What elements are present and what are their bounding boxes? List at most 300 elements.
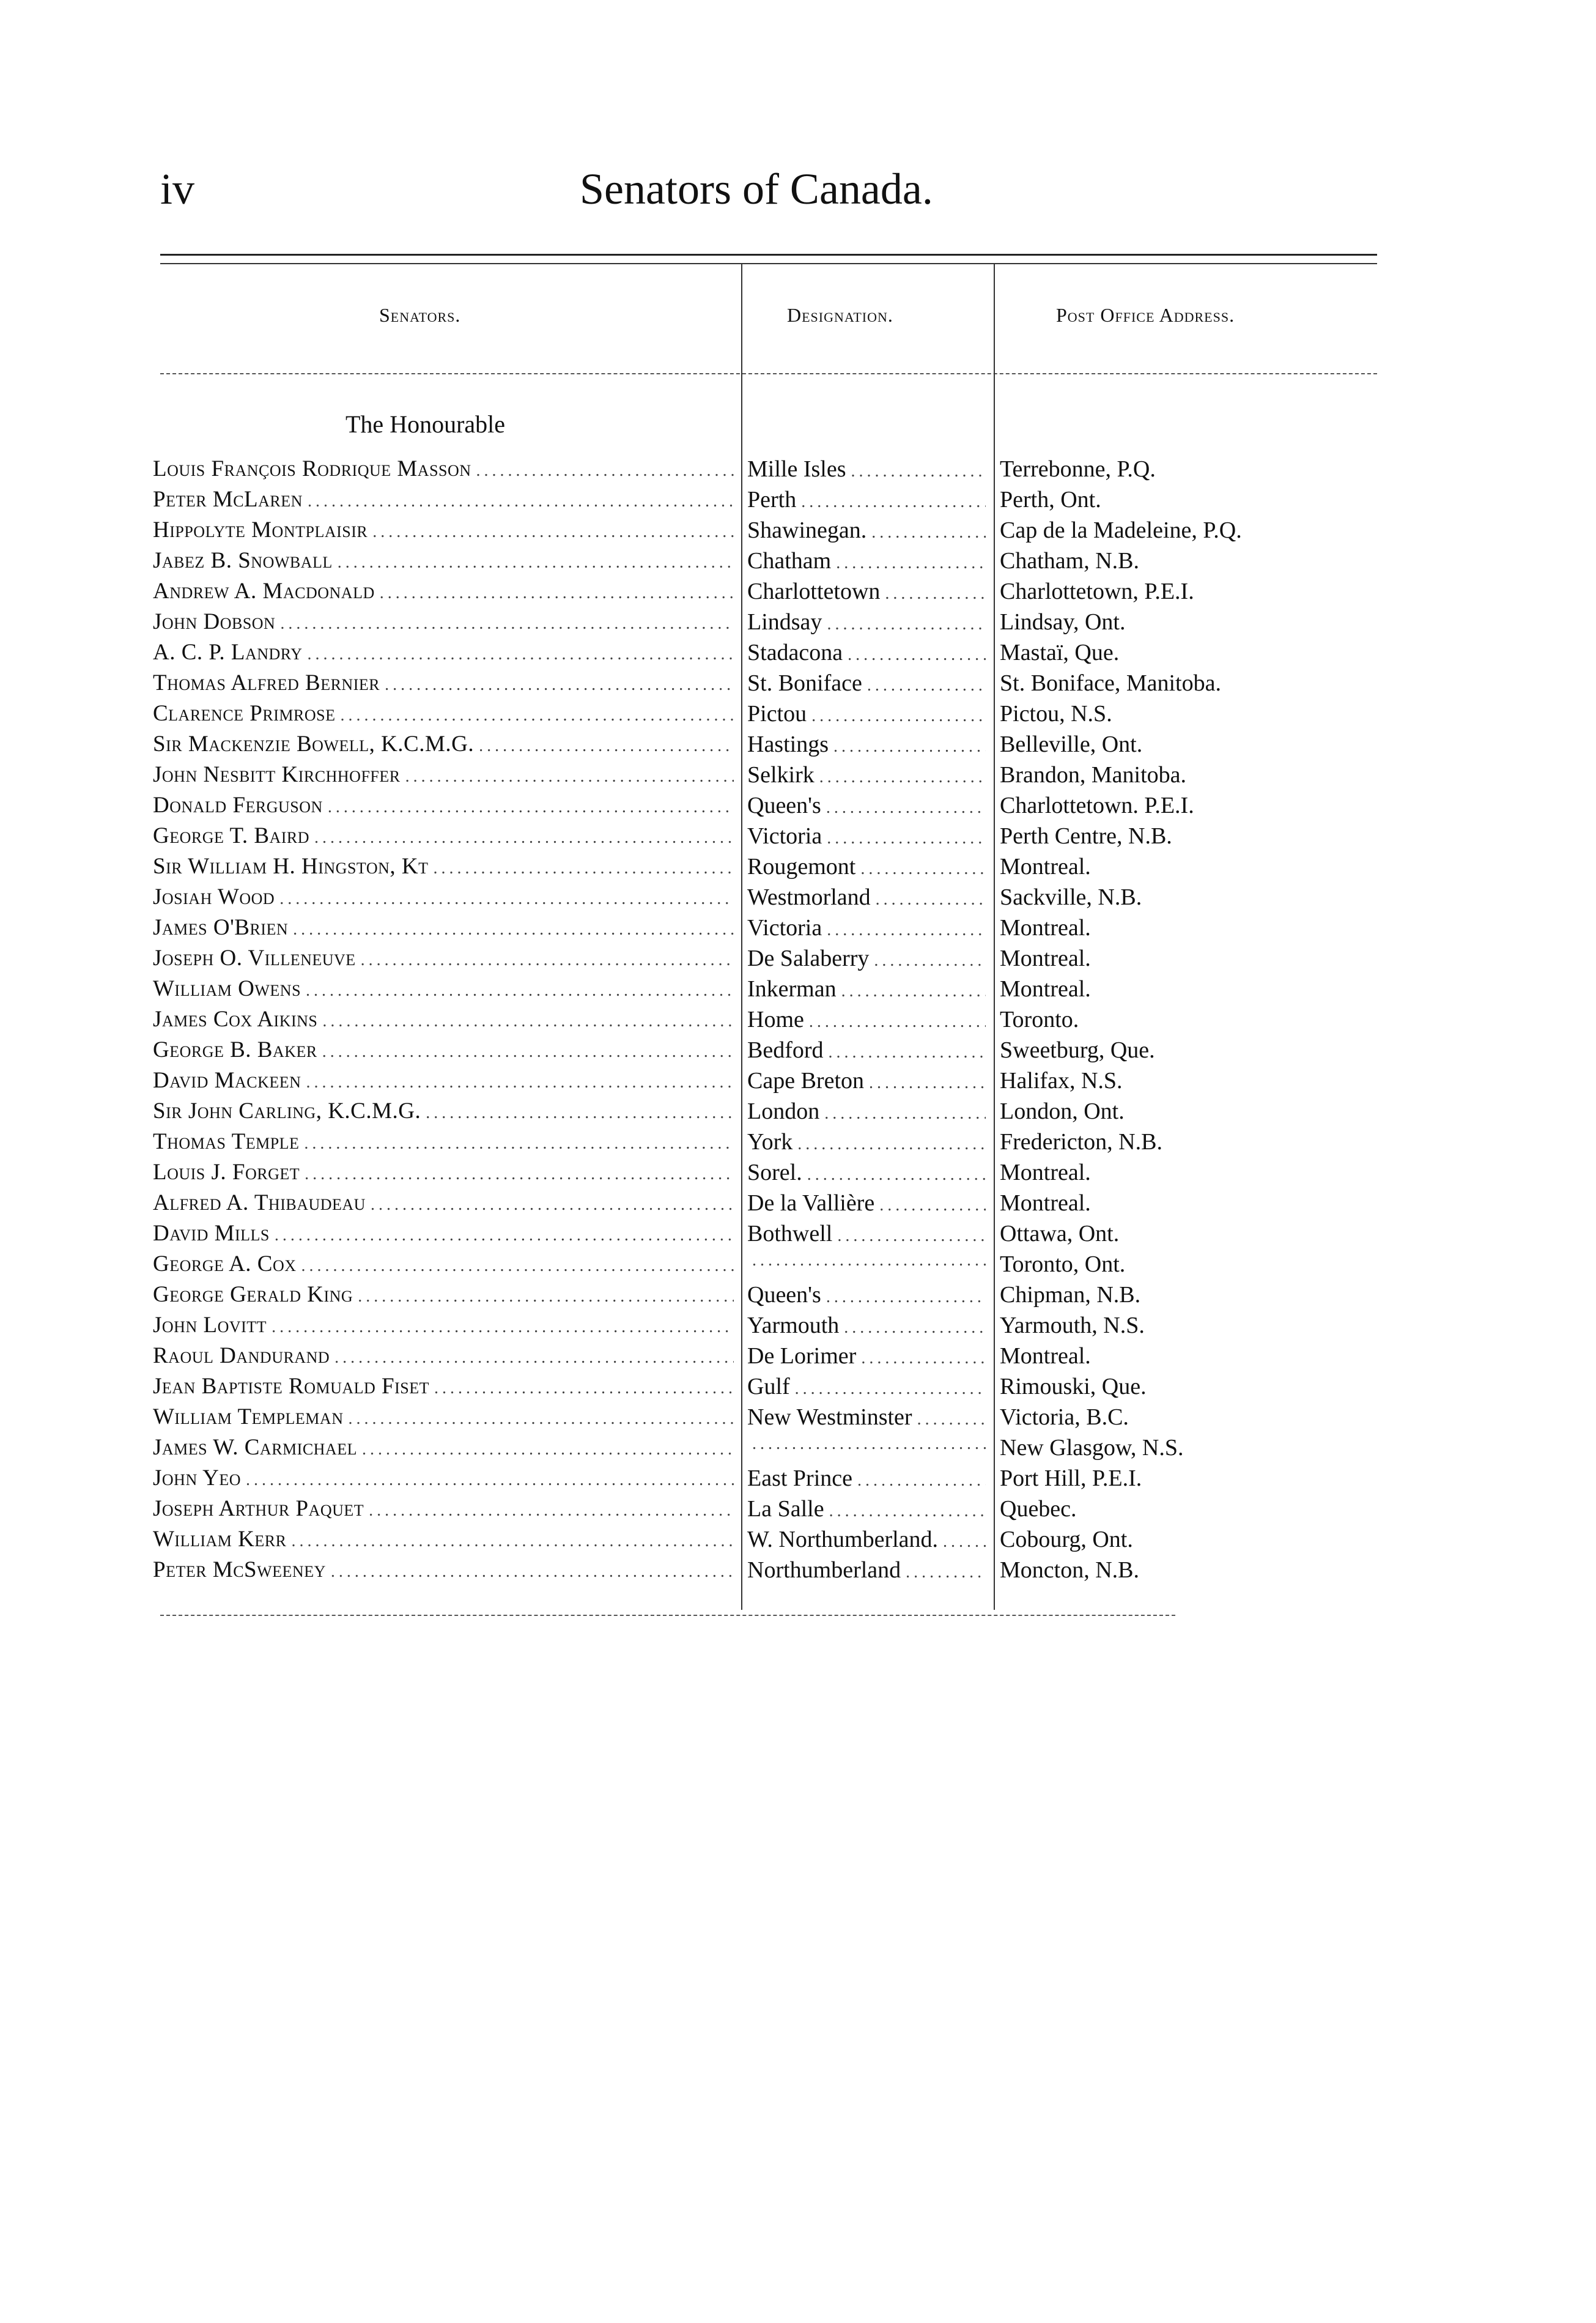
- designation-cell: [747, 761, 986, 788]
- leader-dots: [912, 1410, 986, 1429]
- senator-name-cell: [153, 1465, 734, 1491]
- leader-dots: [474, 736, 734, 756]
- table-row: [0, 792, 1596, 823]
- senator-name: John Lovitt: [153, 1313, 267, 1338]
- leader-dots: [802, 1165, 986, 1185]
- designation-cell: [747, 1434, 986, 1454]
- designation: Charlottetown: [747, 579, 881, 604]
- leader-dots: [270, 1226, 734, 1245]
- leader-dots: [855, 859, 986, 879]
- address: Ottawa, Ont.: [1000, 1221, 1120, 1247]
- table-row: [0, 1557, 1596, 1587]
- senator-name: James Cox Aikins: [153, 1007, 318, 1032]
- designation-cell: [747, 914, 986, 941]
- table-row: [0, 639, 1596, 670]
- leader-dots: [796, 492, 986, 512]
- leader-dots: [303, 645, 734, 664]
- senator-name: Clarence Primrose: [153, 701, 336, 726]
- designation-cell: [747, 456, 986, 483]
- senator-name-cell: [153, 547, 734, 574]
- leader-dots: [901, 1563, 986, 1582]
- page-title: Senators of Canada.: [580, 165, 933, 213]
- senator-name-cell: [153, 456, 734, 482]
- designation-cell: [747, 1098, 986, 1125]
- leader-dots: [301, 981, 734, 1001]
- designation: East Prince: [747, 1465, 853, 1491]
- table-row: [0, 1495, 1596, 1526]
- senator-name: George A. Cox: [153, 1251, 297, 1276]
- table-row: [0, 945, 1596, 976]
- senator-name-cell: [153, 517, 734, 543]
- senator-name-cell: [153, 945, 734, 971]
- designation-cell: [747, 1373, 986, 1400]
- table-row: [0, 1220, 1596, 1251]
- honourable-label: The Honourable: [345, 410, 506, 438]
- table-row: [0, 456, 1596, 486]
- designation: Lindsay: [747, 609, 822, 635]
- top-rule-thin: [160, 263, 1377, 264]
- leader-dots: [821, 1287, 986, 1307]
- address: St. Boniface, Manitoba.: [1000, 670, 1221, 696]
- designation-cell: [747, 1312, 986, 1339]
- address: Sackville, N.B.: [1000, 884, 1142, 910]
- senator-name-cell: [153, 670, 734, 696]
- table-row: [0, 1343, 1596, 1373]
- address: Sweetburg, Que.: [1000, 1037, 1155, 1063]
- designation-cell: [747, 731, 986, 758]
- senator-name: Peter McLaren: [153, 487, 303, 512]
- leader-dots: [831, 554, 986, 573]
- senator-name: David Mackeen: [153, 1068, 301, 1093]
- table-row: [0, 700, 1596, 731]
- designation: Mille Isles: [747, 456, 846, 482]
- senator-name: John Nesbitt Kirchhoffer: [153, 762, 401, 787]
- designation: Queen's: [747, 793, 821, 818]
- leader-dots: [874, 1196, 986, 1215]
- table-row: [0, 609, 1596, 639]
- leader-dots: [869, 951, 986, 971]
- leader-dots: [792, 1135, 986, 1154]
- senator-name: George T. Baird: [153, 823, 310, 848]
- senator-name-cell: [153, 1251, 734, 1277]
- leader-dots: [241, 1470, 734, 1490]
- designation: W. Northumberland.: [747, 1527, 939, 1552]
- address: Pictou, N.S.: [1000, 701, 1112, 727]
- designation-cell: [747, 670, 986, 697]
- leader-dots: [880, 584, 986, 604]
- page-number: iv: [160, 165, 195, 213]
- senator-name-cell: [153, 1067, 734, 1094]
- table-row: [0, 884, 1596, 914]
- senator-name-cell: [153, 1343, 734, 1369]
- table-row: [0, 1465, 1596, 1495]
- senator-name-cell: [153, 1526, 734, 1552]
- table-row: [0, 1037, 1596, 1067]
- designation: Inkerman: [747, 976, 837, 1002]
- address: New Glasgow, N.S.: [1000, 1435, 1184, 1461]
- senator-name-cell: [153, 639, 734, 665]
- senator-name-cell: [153, 1159, 734, 1185]
- leader-dots: [368, 522, 734, 542]
- senator-name-cell: [153, 578, 734, 604]
- designation: Stadacona: [747, 640, 843, 665]
- leader-dots: [323, 798, 734, 817]
- table-row: [0, 914, 1596, 945]
- table-row: [0, 1281, 1596, 1312]
- designation: Victoria: [747, 915, 822, 941]
- senator-name-cell: [153, 731, 734, 757]
- senator-name-cell: [153, 1281, 734, 1308]
- senator-name-cell: [153, 1006, 734, 1032]
- designation: Selkirk: [747, 762, 815, 788]
- leader-dots: [366, 1195, 734, 1215]
- designation-cell: [747, 853, 986, 880]
- designation-cell: [747, 976, 986, 1002]
- table-row: [0, 1404, 1596, 1434]
- leader-dots: [829, 737, 986, 757]
- leader-dots: [303, 492, 734, 511]
- table-row: [0, 1098, 1596, 1128]
- designation-cell: [747, 517, 986, 544]
- table-row: [0, 1067, 1596, 1098]
- designation: Cape Breton: [747, 1068, 865, 1094]
- designation-cell: [747, 1220, 986, 1247]
- address: Montreal.: [1000, 1343, 1091, 1369]
- address: Perth Centre, N.B.: [1000, 823, 1172, 849]
- leader-dots: [821, 798, 986, 818]
- leader-dots: [299, 1134, 734, 1154]
- designation: Shawinegan.: [747, 517, 867, 543]
- address: Brandon, Manitoba.: [1000, 762, 1187, 788]
- leader-dots: [824, 1502, 986, 1521]
- senator-name: Andrew A. Macdonald: [153, 579, 375, 604]
- designation-cell: [747, 945, 986, 972]
- designation-cell: [747, 1526, 986, 1553]
- leader-dots: [804, 1012, 986, 1032]
- leader-dots: [288, 920, 734, 939]
- senator-name: James O'Brien: [153, 915, 289, 940]
- designation-cell: [747, 1557, 986, 1584]
- leader-dots: [839, 1318, 986, 1338]
- leader-dots: [832, 1226, 986, 1246]
- designation-cell: [747, 1067, 986, 1094]
- senator-name-cell: [153, 1128, 734, 1155]
- designation: De Salaberry: [747, 946, 870, 971]
- table-row: [0, 1373, 1596, 1404]
- designation-cell: [747, 486, 986, 513]
- senator-name: Alfred A. Thibaudeau: [153, 1190, 366, 1215]
- leader-dots: [301, 1073, 734, 1092]
- table-row: [0, 1312, 1596, 1343]
- senator-name-cell: [153, 1495, 734, 1522]
- leader-dots: [864, 1073, 986, 1093]
- designation: Chatham: [747, 548, 832, 574]
- designation: Bothwell: [747, 1221, 833, 1247]
- leader-dots: [819, 1104, 986, 1124]
- address: Charlottetown, P.E.I.: [1000, 579, 1194, 604]
- senator-name: Josiah Wood: [153, 884, 275, 910]
- table-row: [0, 578, 1596, 609]
- senator-name: Jabez B. Snowball: [153, 548, 333, 573]
- leader-dots: [852, 1471, 986, 1491]
- address: Terrebonne, P.Q.: [1000, 456, 1156, 482]
- designation: Northumberland: [747, 1557, 901, 1583]
- designation: St. Boniface: [747, 670, 862, 696]
- leader-dots: [822, 615, 986, 634]
- leader-dots: [330, 1348, 734, 1368]
- column-header-designation: Designation.: [787, 304, 893, 326]
- address: Victoria, B.C.: [1000, 1404, 1129, 1430]
- designation-cell: [747, 578, 986, 605]
- designation: Home: [747, 1007, 804, 1032]
- designation-cell: [747, 1343, 986, 1369]
- senator-name: Peter McSweeney: [153, 1557, 326, 1582]
- senator-name: Raoul Dandurand: [153, 1343, 330, 1368]
- designation: Yarmouth: [747, 1313, 840, 1338]
- designation: La Salle: [747, 1496, 824, 1522]
- table-row: [0, 1159, 1596, 1190]
- address: Montreal.: [1000, 854, 1091, 880]
- leader-dots: [380, 675, 734, 695]
- leader-dots: [335, 706, 734, 725]
- table-row: [0, 1251, 1596, 1281]
- address: Mastaï, Que.: [1000, 640, 1120, 665]
- designation: De Lorimer: [747, 1343, 857, 1369]
- designation-cell: [747, 1128, 986, 1155]
- designation-cell: [747, 1006, 986, 1033]
- senator-name: Thomas Temple: [153, 1129, 300, 1154]
- designation: London: [747, 1099, 820, 1124]
- address: London, Ont.: [1000, 1099, 1125, 1124]
- designation-cell: [747, 1037, 986, 1064]
- senator-name: A. C. P. Landry: [153, 640, 303, 665]
- designation-cell: [747, 609, 986, 635]
- leader-dots: [807, 706, 986, 726]
- senator-name: Donald Ferguson: [153, 793, 323, 818]
- designation-cell: [747, 1281, 986, 1308]
- address: Moncton, N.B.: [1000, 1557, 1139, 1583]
- senator-name: Joseph O. Villeneuve: [153, 946, 356, 971]
- senator-name-cell: [153, 1434, 734, 1461]
- address: Lindsay, Ont.: [1000, 609, 1126, 635]
- leader-dots: [309, 828, 734, 848]
- leader-dots: [428, 859, 734, 878]
- address: Yarmouth, N.S.: [1000, 1313, 1145, 1338]
- top-rule: [160, 254, 1377, 256]
- leader-dots: [846, 462, 986, 481]
- leader-dots: [822, 921, 986, 940]
- leader-dots: [843, 645, 986, 665]
- designation: Perth: [747, 487, 797, 513]
- designation: Westmorland: [747, 884, 871, 910]
- address: Charlottetown. P.E.I.: [1000, 793, 1194, 818]
- leader-dots: [375, 584, 734, 603]
- table-row: [0, 1190, 1596, 1220]
- address: Cobourg, Ont.: [1000, 1527, 1133, 1552]
- bottom-rule: [160, 1615, 1175, 1616]
- designation: Hastings: [747, 732, 829, 757]
- senator-name-cell: [153, 700, 734, 727]
- senator-name: Louis François Rodrique Masson: [153, 456, 471, 481]
- address: Montreal.: [1000, 1190, 1091, 1216]
- leader-dots: [824, 1043, 986, 1062]
- senator-name-cell: [153, 823, 734, 849]
- leader-dots: [747, 1251, 986, 1270]
- address: Cap de la Madeleine, P.Q.: [1000, 517, 1242, 543]
- leader-dots: [297, 1256, 734, 1276]
- address: Montreal.: [1000, 946, 1091, 971]
- senator-name-cell: [153, 486, 734, 513]
- leader-dots: [837, 982, 986, 1001]
- senator-name-cell: [153, 884, 734, 910]
- leader-dots: [815, 768, 986, 787]
- senator-name: Louis J. Forget: [153, 1160, 300, 1185]
- address: Quebec.: [1000, 1496, 1077, 1522]
- table-row: [0, 823, 1596, 853]
- senator-name: George Gerald King: [153, 1282, 353, 1307]
- senator-name-cell: [153, 914, 734, 941]
- designation-cell: [747, 1159, 986, 1186]
- table-row: [0, 761, 1596, 792]
- table-row: [0, 670, 1596, 700]
- leader-dots: [275, 889, 734, 909]
- designation: Pictou: [747, 701, 807, 727]
- senator-name-cell: [153, 1037, 734, 1063]
- senator-name: Sir John Carling, K.C.M.G.: [153, 1099, 421, 1124]
- leader-dots: [343, 1409, 734, 1429]
- table-row: [0, 976, 1596, 1006]
- senators-table: [0, 456, 1596, 1587]
- leader-dots: [286, 1532, 734, 1551]
- address: Halifax, N.S.: [1000, 1068, 1123, 1094]
- senator-name-cell: [153, 609, 734, 635]
- leader-dots: [353, 1287, 734, 1306]
- leader-dots: [790, 1379, 986, 1399]
- leader-dots: [866, 523, 986, 543]
- address: Montreal.: [1000, 1160, 1091, 1185]
- designation-cell: [747, 823, 986, 850]
- leader-dots: [333, 553, 734, 572]
- designation-cell: [747, 1190, 986, 1217]
- designation-cell: [747, 792, 986, 819]
- address: Rimouski, Que.: [1000, 1374, 1147, 1399]
- senator-name-cell: [153, 1220, 734, 1247]
- designation: Rougemont: [747, 854, 856, 880]
- senator-name: Joseph Arthur Paquet: [153, 1496, 364, 1521]
- table-row: [0, 1128, 1596, 1159]
- leader-dots: [871, 890, 986, 910]
- senator-name: David Mills: [153, 1221, 270, 1246]
- designation: New Westminster: [747, 1404, 912, 1430]
- senator-name-cell: [153, 853, 734, 880]
- leader-dots: [356, 950, 734, 970]
- leader-dots: [421, 1103, 734, 1123]
- table-row: [0, 853, 1596, 884]
- senator-name: John Dobson: [153, 609, 276, 634]
- senator-name-cell: [153, 1557, 734, 1583]
- leader-dots: [938, 1532, 986, 1552]
- designation: De la Vallière: [747, 1190, 875, 1216]
- leader-dots: [317, 1012, 734, 1031]
- senator-name: Thomas Alfred Bernier: [153, 670, 380, 695]
- leader-dots: [822, 829, 986, 848]
- address: Perth, Ont.: [1000, 487, 1101, 513]
- address: Toronto.: [1000, 1007, 1079, 1032]
- leader-dots: [862, 676, 986, 695]
- designation: Sorel.: [747, 1160, 802, 1185]
- address: Toronto, Ont.: [1000, 1251, 1126, 1277]
- leader-dots: [300, 1165, 734, 1184]
- address: Belleville, Ont.: [1000, 732, 1143, 757]
- address: Port Hill, P.E.I.: [1000, 1465, 1142, 1491]
- leader-dots: [471, 461, 734, 481]
- header-bottom-rule: [160, 373, 1377, 374]
- senator-name-cell: [153, 1404, 734, 1430]
- table-row: [0, 1006, 1596, 1037]
- senator-name-cell: [153, 792, 734, 818]
- senator-name: Hippolyte Montplaisir: [153, 517, 368, 543]
- senator-name-cell: [153, 1373, 734, 1399]
- leader-dots: [429, 1379, 734, 1398]
- table-row: [0, 1526, 1596, 1557]
- designation-cell: [747, 700, 986, 727]
- leader-dots: [856, 1349, 986, 1368]
- table-row: [0, 731, 1596, 761]
- leader-dots: [267, 1317, 734, 1337]
- designation-cell: [747, 547, 986, 574]
- table-row: [0, 517, 1596, 547]
- leader-dots: [401, 767, 734, 787]
- designation: Bedford: [747, 1037, 824, 1063]
- address: Fredericton, N.B.: [1000, 1129, 1162, 1155]
- senator-name: William Kerr: [153, 1527, 287, 1552]
- senator-name: William Templeman: [153, 1404, 344, 1429]
- designation-cell: [747, 639, 986, 666]
- senator-name-cell: [153, 761, 734, 788]
- senator-name: Jean Baptiste Romuald Fiset: [153, 1374, 430, 1399]
- leader-dots: [326, 1562, 734, 1582]
- senator-name-cell: [153, 1190, 734, 1216]
- senator-name: Sir Mackenzie Bowell, K.C.M.G.: [153, 732, 475, 757]
- address: Chipman, N.B.: [1000, 1282, 1141, 1308]
- senator-name: James W. Carmichael: [153, 1435, 357, 1460]
- designation: Gulf: [747, 1374, 790, 1399]
- senator-name-cell: [153, 976, 734, 1002]
- designation-cell: [747, 1404, 986, 1431]
- designation-cell: [747, 1495, 986, 1522]
- leader-dots: [357, 1440, 734, 1459]
- address: Chatham, N.B.: [1000, 548, 1139, 574]
- column-header-senators: Senators.: [379, 304, 461, 326]
- table-row: [0, 547, 1596, 578]
- table-row: [0, 486, 1596, 517]
- designation-cell: [747, 884, 986, 911]
- senator-name: George B. Baker: [153, 1037, 317, 1062]
- senator-name: John Yeo: [153, 1465, 241, 1491]
- designation: Queen's: [747, 1282, 821, 1308]
- address: Montreal.: [1000, 976, 1091, 1002]
- senator-name-cell: [153, 1312, 734, 1338]
- table-row: [0, 1434, 1596, 1465]
- designation: Victoria: [747, 823, 822, 849]
- leader-dots: [747, 1434, 986, 1454]
- column-header-address: Post Office Address.: [1056, 304, 1235, 326]
- designation: York: [747, 1129, 793, 1155]
- designation-cell: [747, 1251, 986, 1270]
- leader-dots: [317, 1042, 734, 1062]
- senator-name: William Owens: [153, 976, 301, 1001]
- leader-dots: [364, 1501, 734, 1521]
